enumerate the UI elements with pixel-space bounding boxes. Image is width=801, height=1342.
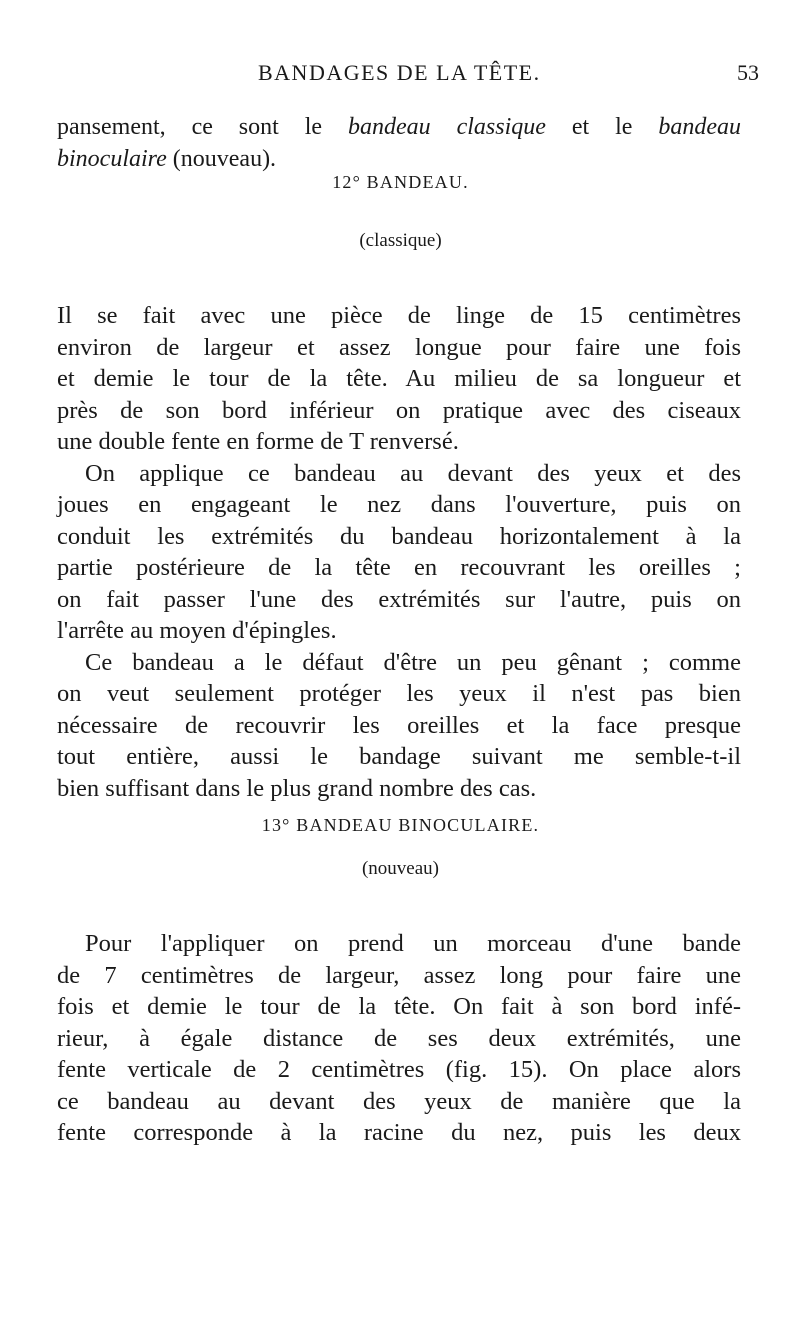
body-line: une double fente en forme de T renversé. [57,428,459,455]
body-line: et demie le tour de la tête. Au milieu de sa longueur et [57,365,741,392]
section-heading-bandeau-binoculaire: 13° BANDEAU BINOCULAIRE. [261,815,540,835]
section1-body [57,300,741,804]
section2-body [57,928,741,1149]
body-line: fente verticale de 2 centimètres (fig. 15). On place alors [57,1056,741,1083]
running-head: BANDAGES DE LA TÊTE. [258,60,541,85]
body-line: fois et demie le tour de la tête. On fait à son bord infé- [57,993,741,1020]
body-line: l'arrête au moyen d'épingles. [57,617,337,644]
body-line: de 7 centimètres de largeur, assez long pour faire une [57,961,741,989]
body-line: joues en engageant le nez dans l'ouverture, puis on [57,491,741,518]
section-subheading-nouveau: (nouveau) [361,858,440,879]
body-line: près de son bord inférieur on pratique avec des ciseaux [57,396,741,424]
body-line: on veut seulement protéger les yeux il n'est pas bien [57,680,741,707]
intro-text-1: pansement, ce sont le [57,114,348,140]
body-line: rieur, à égale distance de ses deux extrémités, une [57,1024,741,1052]
body-line: Ce bandeau a le défaut d'être un peu gênant ; comme [85,648,741,676]
term-bandeau: bandeau [658,114,741,140]
body-line: ce bandeau au devant des yeux de manière que la [57,1087,741,1115]
body-line: On applique ce bandeau au devant des yeux et des [85,459,741,487]
section-heading-bandeau: 12° BANDEAU. [332,172,469,192]
body-line: bien suffisant dans le plus grand nombre des cas. [57,774,537,802]
body-line: Il se fait avec une pièce de linge de 15 centimètres [57,302,741,329]
intro-line-1 [57,112,741,144]
intro-text-3: (nouveau). [166,145,277,172]
page-number: 53 [737,60,759,85]
body-line: environ de largeur et assez longue pour faire une fois [57,333,741,361]
body-line: Pour l'appliquer on prend un morceau d'une bande [85,930,741,957]
intro-text-2: et le [545,114,659,140]
section-subheading-classique: (classique) [359,230,442,251]
intro-line-2 [57,144,741,176]
body-line: fente corresponde à la racine du nez, puis les deux [57,1119,741,1146]
term-bandeau-classique: bandeau classique [348,114,546,140]
body-line: tout entière, aussi le bandage suivant me semble-t-il [57,743,741,770]
body-line: nécessaire de recouvrir les oreilles et la face presque [57,711,741,739]
body-line: partie postérieure de la tête en recouvrant les oreilles ; [57,554,741,581]
body-line: on fait passer l'une des extrémités sur l'autre, puis on [57,585,741,613]
body-line: conduit les extrémités du bandeau horizontalement à la [57,522,741,550]
intro-paragraph [57,112,741,175]
term-binoculaire: binoculaire [57,145,167,172]
